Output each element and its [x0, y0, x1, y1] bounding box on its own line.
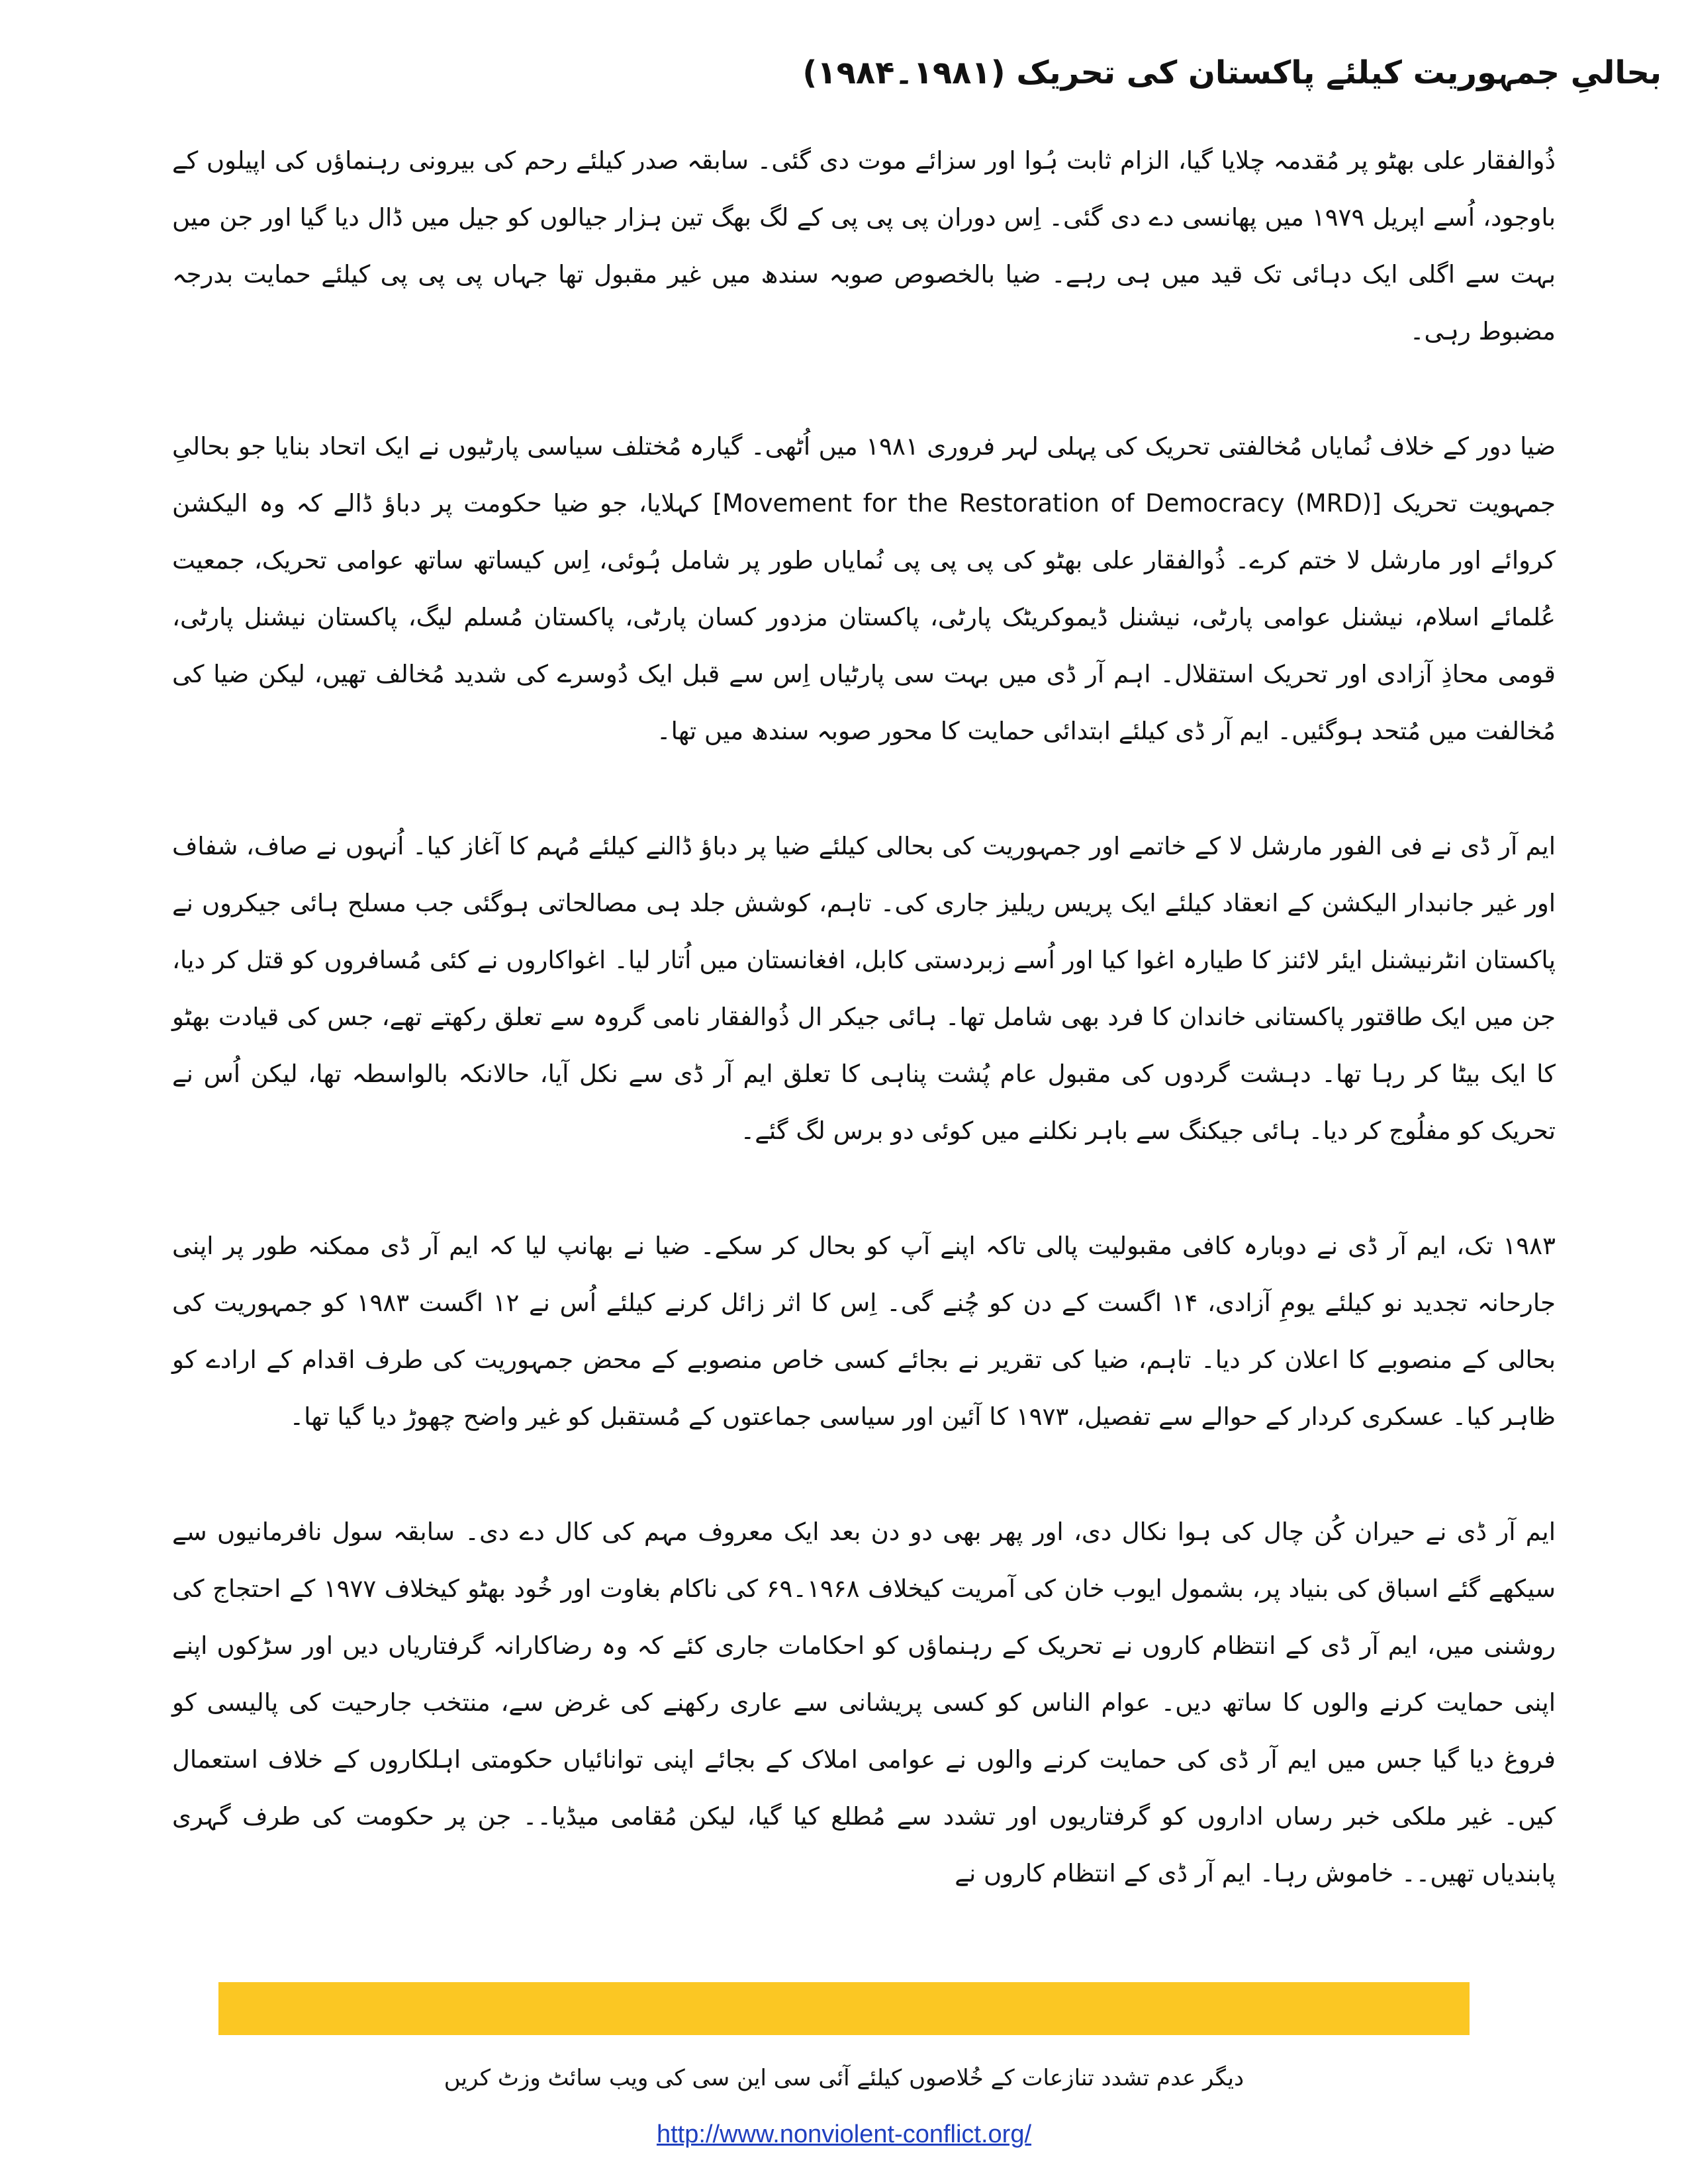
document-body: [172, 132, 1556, 1902]
footer-divider-bar: [218, 1982, 1470, 2035]
paragraph-3: ایم آر ڈی نے فی الفور مارشل لا کے خاتمے اور جمہوریت کی بحالی کیلئے ضیا پر دباؤ ڈالنے کیلئے مُہم کا آغاز کیا۔ اُنہوں نے صاف، شفاف اور غیر جانبدار الیکشن کے انعقاد کیلئے ایک پریس ریلیز جاری کی۔ تاہم، کوشش جلد ہی مصالحاتی ہوگئی جب مسلح ہائی جیکروں نے پاکستان انٹرنیشنل ایئر لائنز کا طیارہ اغوا کیا اور اُسے زبردستی کابل، افغانستان میں اُتار لیا۔ اغواکاروں نے کئی مُسافروں کو قتل کر دیا، جن میں ایک طاقتور پاکستانی خاندان کا فرد بھی شامل تھا۔ ہائی جیکر ال ذُوالفقار نامی گروہ سے تعلق رکھتے تھے، جس کی قیادت بھٹو کا ایک بیٹا کر رہا تھا۔ دہشت گردوں کی مقبول عام پُشت پناہی کا تعلق ایم آر ڈی سے نکل آیا، حالانکہ بالواسطہ تھا، لیکن اُس نے تحریک کو مفلُوج کر دیا۔ ہائی جیکنگ سے باہر نکلنے میں کوئی دو برس لگ گئے۔: [172, 832, 1556, 1145]
footer-link-container: [218, 2115, 1470, 2154]
website-link[interactable]: http://www.nonviolent-conflict.org/: [656, 2120, 1032, 2148]
paragraph-5: ایم آر ڈی نے حیران کُن چال کی ہوا نکال دی، اور پھر بھی دو دن بعد ایک معروف مہم کی کال دے دی۔ سابقہ سول نافرمانیوں سے سیکھے گئے اسباق کی بنیاد پر، بشمول ایوب خان کی آمریت کیخلاف ۱۹۶۸۔۶۹ کی ناکام بغاوت اور خُود بھٹو کیخلاف ۱۹۷۷ کے احتجاج کی روشنی میں، ایم آر ڈی کے انتظام کاروں نے تحریک کے رہنماؤں کو احکامات جاری کئے کہ وہ رضاکارانہ گرفتاریاں دیں اور سڑکوں اپنے اپنی حمایت کرنے والوں کا ساتھ دیں۔ عوام الناس کو کسی پریشانی سے عاری رکھنے کی غرض سے، منتخب جارحیت کی پالیسی کو فروغ دیا گیا جس میں ایم آر ڈی کی حمایت کرنے والوں نے عوامی املاک کے بجائے اپنی توانائیاں حکومتی اہلکاروں کے خلاف استعمال کیں۔ غیر ملکی خبر رساں اداروں کو گرفتاریوں اور تشدد سے مُطلع کیا گیا، لیکن مُقامی میڈیا۔۔ جن پر حکومت کی طرف گہری پابندیاں تھیں۔۔ خاموش رہا۔ ایم آر ڈی کے انتظام کاروں نے: [172, 1518, 1556, 1888]
page-title: بحالیِ جمہوریت کیلئے پاکستان کی تحریک (۱۹۸۱۔۱۹۸۴): [802, 54, 1662, 91]
paragraph-4: ۱۹۸۳ تک، ایم آر ڈی نے دوبارہ کافی مقبولیت پالی تاکہ اپنے آپ کو بحال کر سکے۔ ضیا نے بھانپ لیا کہ ایم آر ڈی ممکنہ طور پر اپنی جارحانہ تجدید نو کیلئے یومِ آزادی، ۱۴ اگست کے دن کو چُنے گی۔ اِس کا اثر زائل کرنے کیلئے اُس نے ۱۲ اگست ۱۹۸۳ کو جمہوریت کی بحالی کے منصوبے کا اعلان کر دیا۔ تاہم، ضیا کی تقریر نے بجائے کسی خاص منصوبے کے محض جمہوریت کی طرف اقدام کے ارادے کو ظاہر کیا۔ عسکری کردار کے حوالے سے تفصیل، ۱۹۷۳ کا آئین اور سیاسی جماعتوں کے مُستقبل کو غیر واضح چھوڑ دیا گیا تھا۔: [172, 1232, 1556, 1431]
paragraph-2: ضیا دور کے خلاف نُمایاں مُخالفتی تحریک کی پہلی لہر فروری ۱۹۸۱ میں اُٹھی۔ گیارہ مُختلف سیاسی پارٹیوں نے ایک اتحاد بنایا جو بحالیِ جمہویت تحریک [Movement for the Restoration of Democracy (MRD)] کہلایا، جو ضیا حکومت پر دباؤ ڈالے کہ وہ الیکشن کروائے اور مارشل لا ختم کرے۔ ذُوالفقار علی بھٹو کی پی پی پی نُمایاں طور پر شامل ہُوئی، اِس کیساتھ ساتھ عوامی تحریک، جمعیت عُلمائے اسلام، نیشنل عوامی پارٹی، نیشنل ڈیموکریٹک پارٹی، پاکستان مزدور کسان پارٹی، پاکستان مُسلم لیگ، پاکستان نیشنل پارٹی، قومی محاذِ آزادی اور تحریک استقلال۔ اہم آر ڈی میں بہت سی پارٹیاں اِس سے قبل ایک دُوسرے کی شدید مُخالف تھیں، لیکن ضیا کی مُخالفت میں مُتحد ہوگئیں۔ ایم آر ڈی کیلئے ابتدائی حمایت کا محور صوبہ سندھ میں تھا۔: [172, 432, 1556, 745]
paragraph-1: ذُوالفقار علی بھٹو پر مُقدمہ چلایا گیا، الزام ثابت ہُوا اور سزائے موت دی گئی۔ سابقہ صدر کیلئے رحم کی بیرونی رہنماؤں کی اپیلوں کے باوجود، اُسے اپریل ۱۹۷۹ میں پھانسی دے دی گئی۔ اِس دوران پی پی پی کے لگ بھگ تین ہزار جیالوں کو جیل میں ڈال دیا گیا اور جن میں بہت سے اگلی ایک دہائی تک قید میں ہی رہے۔ ضیا بالخصوص صوبہ سندھ میں غیر مقبول تھا جہاں پی پی پی کیلئے حمایت بدرجہ مضبوط رہی۔: [172, 146, 1556, 345]
footer-note: دیگر عدم تشدد تنازعات کے خُلاصوں کیلئے آئی سی این سی کی ویب سائٹ وزٹ کریں: [444, 2065, 1244, 2091]
